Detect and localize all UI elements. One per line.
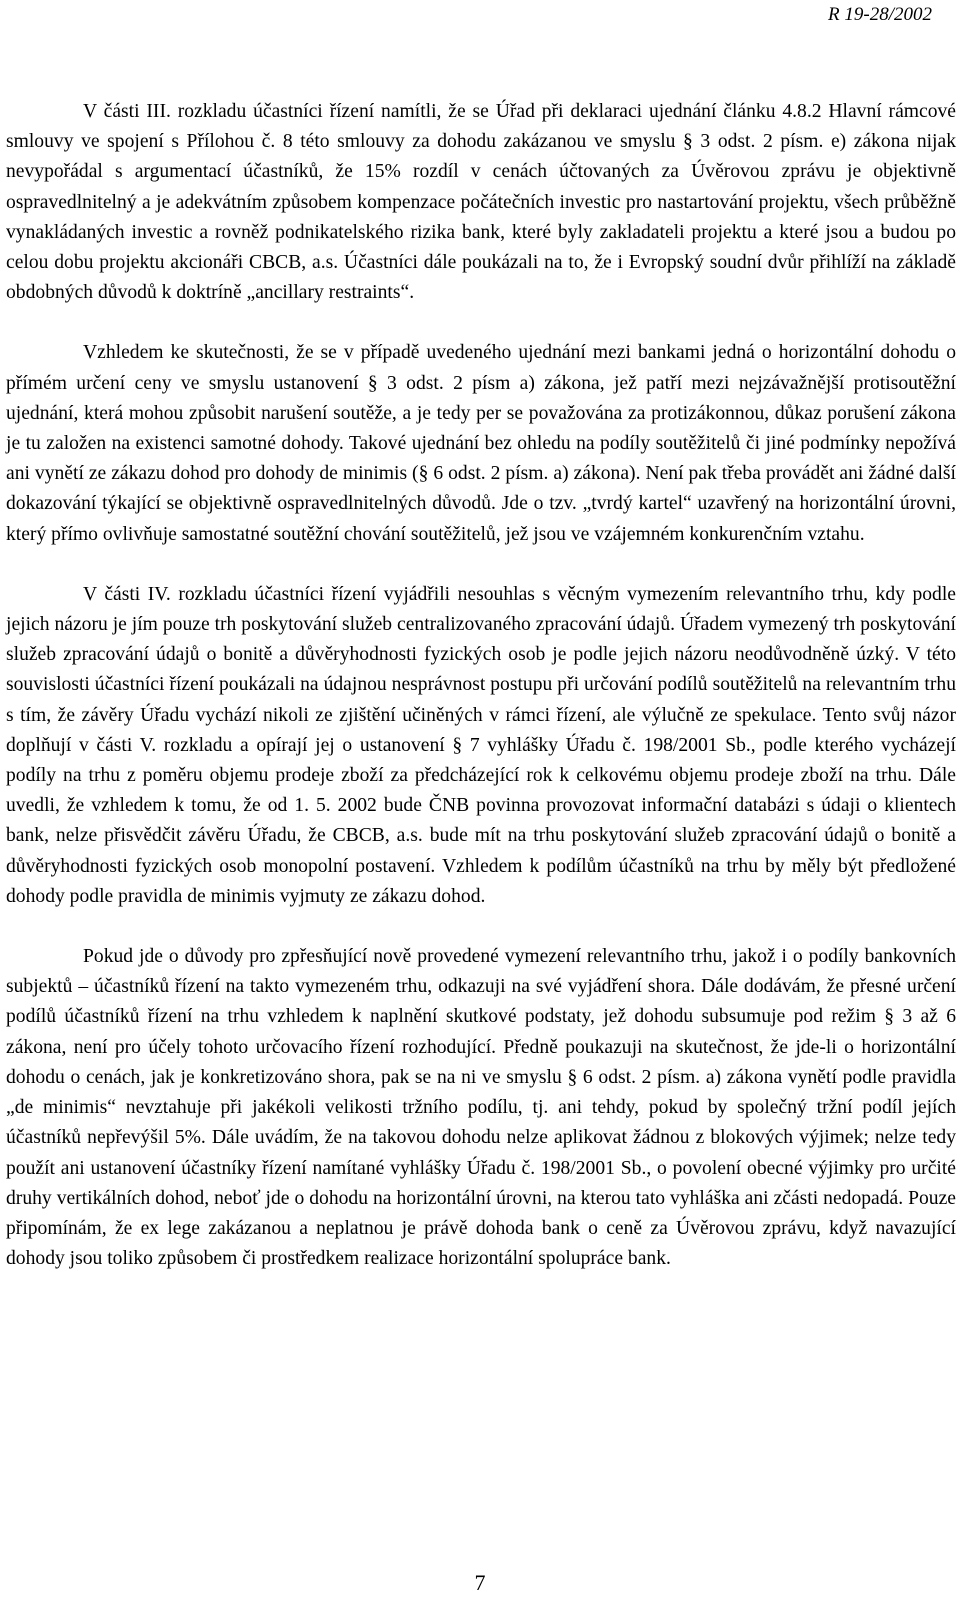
- paragraph-horizontal-agreement: Vzhledem ke skutečnosti, že se v případě uvedeného ujednání mezi bankami jedná o horizontální dohodu o přímém určení ceny ve smyslu ustanovení § 3 odst. 2 písm a) zákona, jež patří mezi nejzávažnější protisoutěžní ujednání, která mohou způsobit narušení soutěže, a je tedy per se považována za protizákonnou, důkaz porušení zákona je tu založen na existenci samotné dohody. Takové ujednání bez ohledu na podíly soutěžitelů či jiné podmínky nepožívá ani vynětí ze zákazu dohod pro dohody de minimis (§ 6 odst. 2 písm. a) zákona). Není pak třeba provádět ani žádné další dokazování týkající se objektivně ospravedlnitelných důvodů. Jde o tzv. „tvrdý kartel“ uzavřený na horizontální úrovni, který přímo ovlivňuje samostatné soutěžní chování soutěžitelů, jež jsou ve vzájemném konkurenčním vztahu.: [6, 342, 956, 545]
- paragraph-relevant-market-response: Pokud jde o důvody pro zpřesňující nově provedené vymezení relevantního trhu, jakož i o podíly bankovních subjektů – účastníků řízení na takto vymezeném trhu, odkazuji na své vyjádření shora. Dále dodávám, že přesné určení podílů účastníků řízení na trhu vzhledem k naplnění skutkové podstaty, jež dohodu subsumuje pod režim § 3 až 6 zákona, není pro účely tohoto určovacího řízení rozhodující. Předně poukazuji na skutečnost, že jde-li o horizontální dohodu o cenách, jak je konkretizováno shora, pak se na ni ve smyslu § 6 odst. 2 písm. a) zákona vynětí podle pravidla „de minimis“ nevztahuje při jakékoli velikosti tržního podílu, tj. ani tehdy, pokud by společný tržní podíl jejích účastníků nepřevýšil 5%. Dále uvádím, že na takovou dohodu nelze aplikovat žádnou z blokových výjimek; nelze tedy použít ani ustanovení účastníky řízení namítané vyhlášky Úřadu č. 198/2001 Sb., o povolení obecné výjimky pro určité druhy vertikálních dohod, neboť jde o dohodu na horizontální úrovni, na kterou tato vyhláška ani zčásti nedopadá. Pouze připomínám, že ex lege zakázanou a neplatnou je právě dohoda bank o ceně za Úvěrovou zprávu, když navazující dohody jsou toliko způsobem či prostředkem realizace horizontální spolupráce bank.: [6, 946, 956, 1270]
- page-number: 7: [474, 1570, 486, 1595]
- document-body: [6, 97, 956, 1274]
- document-reference: R 19-28/2002: [828, 4, 932, 25]
- paragraph-part-iii-objection: V části III. rozkladu účastníci řízení namítli, že se Úřad při deklaraci ujednání článku 4.8.2 Hlavní rámcové smlouvy ve spojení s Přílohou č. 8 této smlouvy za dohodu zakázanou ve smyslu § 3 odst. 2 písm. e) zákona nijak nevypořádal s argumentací účastníků, že 15% rozdíl v cenách účtovaných za Úvěrovou zprávu je objektivně ospravedlnitelný a je adekvátním způsobem kompenzace počátečních investic pro nastartování projektu, všech průběžně vynakládaných investic a rovněž podnikatelského rizika bank, které byly zakladateli projektu a které jsou a budou po celou dobu projektu akcionáři CBCB, a.s. Účastníci dále poukázali na to, že i Evropský soudní dvůr přihlíží na základě obdobných důvodů k doktríně „ancillary restraints“.: [6, 101, 956, 304]
- paragraph-part-iv-objection: V části IV. rozkladu účastníci řízení vyjádřili nesouhlas s věcným vymezením relevantního trhu, kdy podle jejich názoru je jím pouze trh poskytování služeb centralizovaného zpracování údajů. Úřadem vymezený trh poskytování služeb zpracování údajů o bonitě a důvěryhodnosti fyzických osob je podle jejich názoru neodůvodněně úzký. V této souvislosti účastníci řízení poukázali na údajnou nesprávnost postupu při určování podílů soutěžitelů na relevantním trhu s tím, že závěry Úřadu vychází nikoli ze zjištění učiněných v rámci řízení, ale výlučně ze spekulace. Tento svůj názor doplňují v části V. rozkladu a opírají jej o ustanovení § 7 vyhlášky Úřadu č. 198/2001 Sb., podle kterého vycházejí podíly na trhu z poměru objemu prodeje zboží za předcházející rok k celkovému objemu prodeje zboží na trhu. Dále uvedli, že vzhledem k tomu, že od 1. 5. 2002 bude ČNB povinna provozovat informační databázi s údaji o klientech bank, nelze přisvědčit závěru Úřadu, že CBCB, a.s. bude mít na trhu poskytování služeb zpracování údajů o bonitě a důvěryhodnosti fyzických osob monopolní postavení. Vzhledem k podílům účastníků na trhu by měly být předložené dohody podle pravidla de minimis vyjmuty ze zákazu dohod.: [6, 583, 956, 907]
